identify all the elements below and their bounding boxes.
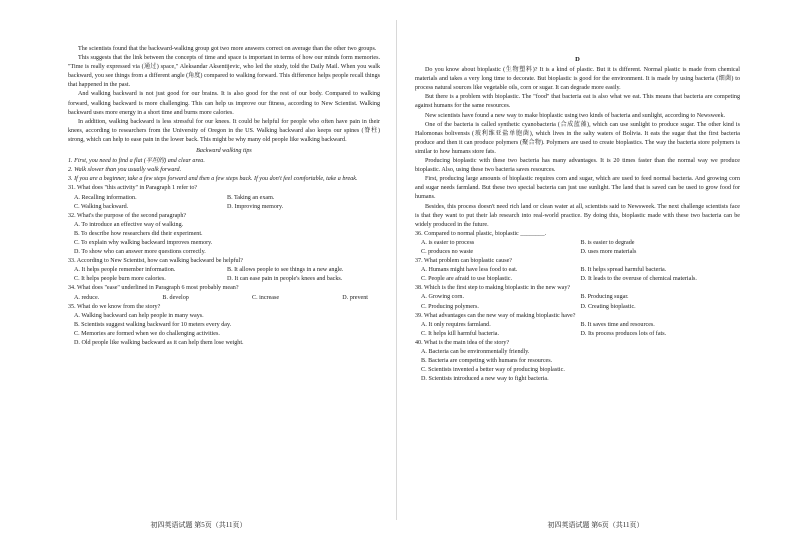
- passage-d-body: [415, 66, 740, 230]
- paragraph: And walking backward is not just good for our brains. It is also good for the rest of our body. Compared to walking forward, walking backward is more challenging. This can help us improve our fitness, according to New Scientist. Walking backward uses more energy in a short time and burns more calories.: [68, 91, 380, 116]
- question-stem: 38. Which is the first step to making bioplastic in the new way?: [415, 285, 571, 292]
- answer-option[interactable]: B. Taking an exam.: [227, 194, 275, 201]
- question-stem: 33. According to New Scientist, how can walking backward be helpful?: [68, 258, 243, 265]
- answer-option[interactable]: A. Walking backward can help people in many ways.: [74, 312, 204, 319]
- answer-option[interactable]: B. It allows people to see things in a new angle.: [227, 267, 344, 274]
- paragraph: First, producing large amounts of bioplastic requires corn and sugar, which are used to feed normal bacteria. And growing corn and sugar needs farmland. But these two special bacteria can just use sunlight. The land that is saved can be used to grow food for humans.: [415, 176, 740, 201]
- answer-options: [421, 266, 740, 284]
- page-footer: 初四英语试题 第6页（共11页）: [547, 521, 644, 529]
- tip-item: 3. If you are a beginner, take a few steps forward and then a few steps back. If you don't feel comfortable, take a break.: [68, 176, 358, 183]
- paragraph: But there is a problem with bioplastic. The "food" that bacteria eat is also what we eat. This means that bacteria are competing against humans for the same resources.: [415, 94, 740, 110]
- answer-option[interactable]: A. Humans might have less food to eat.: [421, 267, 518, 274]
- answer-option[interactable]: A. Growing corn.: [421, 294, 464, 301]
- answer-option[interactable]: C. It helps people burn more calories.: [74, 276, 166, 283]
- questions-36-40: [415, 230, 740, 385]
- question: [68, 303, 380, 348]
- question: [415, 339, 740, 384]
- questions-31-35: [68, 184, 380, 348]
- answer-option[interactable]: D. prevent: [342, 294, 368, 301]
- paragraph: Producing bioplastic with these two bacteria has many advantages. It is 20 times faster than the normal way we produce bioplastic. Also, using these two bacteria saves resources.: [415, 158, 740, 174]
- paragraph: Do you know about bioplastic (生物塑料)? It is a kind of plastic. But it is different. Normal plastic is made from chemical materials and takes a very long time to decorate. But bioplastic is good for the environment. It is made by using bacteria (细菌) to process natural sources like vegetable oils, corn or sugar. It can degrade more easily.: [415, 67, 740, 92]
- answer-option[interactable]: A. Recalling information.: [74, 194, 137, 201]
- answer-options: [421, 321, 740, 339]
- question-stem: 40. What is the main idea of the story?: [415, 339, 510, 346]
- answer-option[interactable]: D. uses more materials: [580, 248, 637, 255]
- question: [68, 184, 380, 211]
- section-title: D: [575, 56, 580, 63]
- right-column: [415, 55, 740, 384]
- answer-options: [415, 348, 740, 384]
- answer-option[interactable]: A. is easier to process: [421, 239, 475, 246]
- paragraph: One of the bacteria is called synthetic cyanobacteria (合成蓝藻), which can use sunlight to produce sugar. The other kind is Halomonas bolivensis (玻利维亚盐单胞菌), which lives in the salty waters of Bolivia. It eats the sugar that the first bacteria produce and then it can produce polymers (聚合物). Polymers are used to create bioplastics. The way the bacteria store polymers is similar to how humans store fats.: [415, 121, 740, 155]
- answer-option[interactable]: C. increase: [252, 294, 280, 301]
- tip-item: 2. Walk slower than you usually walk forward.: [68, 167, 182, 174]
- answer-option[interactable]: B. Scientists suggest walking backward for 10 meters every day.: [74, 321, 232, 328]
- answer-option[interactable]: C. People are afraid to use bioplastic.: [421, 276, 513, 283]
- question: [68, 212, 380, 257]
- answer-options: [68, 312, 380, 348]
- answer-option[interactable]: D. It can ease pain in people's knees and backs.: [227, 276, 343, 283]
- question-stem: 37. What problem can bioplastic cause?: [415, 258, 513, 265]
- paragraph: New scientists have found a new way to make bioplastic using two kinds of bacteria and sunlight, according to Newsweek.: [425, 112, 726, 119]
- paragraph: This suggests that the link between the concepts of time and space is important in terms of how our minds form memories. "Time is really expressed via (通过) space," Aleksandar Aksentijevic, who led the study, told the Daily Mail. When you walk backward, you see things from a different angle (角度) compared to walking forward. This difference helps people recall things that happened in the past.: [68, 55, 380, 89]
- question-stem: 34. What does "ease" underlined in Paragraph 6 most probably mean?: [68, 285, 239, 292]
- question: [415, 257, 740, 284]
- answer-option[interactable]: B. To describe how researchers did their experiment.: [74, 230, 203, 237]
- answer-options: [421, 293, 740, 311]
- answer-options: [74, 294, 380, 303]
- answer-option[interactable]: C. It helps kill harmful bacteria.: [421, 330, 500, 337]
- answer-option[interactable]: D. To show who can answer more questions correctly.: [74, 249, 206, 256]
- answer-option[interactable]: D. Scientists introduced a new way to fight bacteria.: [421, 376, 549, 383]
- answer-option[interactable]: B. It helps spread harmful bacteria.: [580, 267, 667, 274]
- question: [415, 284, 740, 311]
- answer-option[interactable]: C. Scientists invented a better way of producing bioplastic.: [421, 367, 565, 374]
- right-page: [397, 0, 794, 540]
- answer-option[interactable]: D. Creating bioplastic.: [580, 303, 636, 310]
- answer-option[interactable]: A. To introduce an effective way of walking.: [74, 221, 184, 228]
- question: [415, 312, 740, 339]
- answer-option[interactable]: D. It leads to the overuse of chemical materials.: [580, 276, 697, 283]
- paragraph: In addition, walking backward is less stressful for our knees. It could be helpful for people who often have pain in their knees, according to researchers from the University of Oregon in the US. Walking backward also keeps our spines (脊柱) strong, which can help to ease pain in the lower back. This might be why many old people like walking backward.: [68, 118, 380, 143]
- answer-option[interactable]: C. Memories are formed when we do challenging activities.: [74, 330, 220, 337]
- question-stem: 39. What advantages can the new way of making bioplastic have?: [415, 312, 576, 319]
- question-stem: 32. What's the purpose of the second paragraph?: [68, 212, 187, 219]
- paragraph: Besides, this process doesn't need rich land or clean water at all, scientists said to Newsweek. The next challenge scientists face is that they want to put their lab research into real-world practice. By doing this, bioplastic made with these two bacteria can be widely produced in the future.: [415, 203, 740, 228]
- left-column: [68, 45, 380, 348]
- answer-option[interactable]: B. develop: [162, 294, 189, 301]
- answer-options: [74, 194, 380, 212]
- answer-option[interactable]: C. Producing polymers.: [421, 303, 479, 310]
- answer-option[interactable]: B. is easier to degrade: [580, 239, 635, 246]
- answer-option[interactable]: C. Walking backward.: [74, 203, 129, 210]
- answer-option[interactable]: D. Improving memory.: [227, 203, 284, 210]
- answer-option[interactable]: B. It saves time and resources.: [580, 321, 655, 328]
- answer-options: [68, 221, 380, 257]
- answer-option[interactable]: C. produces no waste: [421, 248, 474, 255]
- question: [68, 257, 380, 284]
- tips-list: [68, 157, 380, 184]
- answer-option[interactable]: D. Old people like walking backward as it can help them lose weight.: [74, 340, 244, 346]
- tip-item: 1. First, you need to find a flat (平坦的) and clear area.: [68, 158, 205, 165]
- answer-option[interactable]: B. Bacteria are competing with humans for resources.: [421, 358, 553, 365]
- question: [68, 284, 380, 302]
- passage-c-body: [68, 45, 380, 145]
- page-footer: 初四英语试题 第5页（共11页）: [150, 521, 247, 529]
- answer-option[interactable]: D. Its process produces lots of fats.: [580, 330, 667, 337]
- answer-option[interactable]: A. Bacteria can be environmentally friendly.: [421, 349, 530, 355]
- answer-options: [74, 266, 380, 284]
- question-stem: 36. Compared to normal plastic, bioplastic ________.: [415, 230, 547, 237]
- answer-option[interactable]: C. To explain why walking backward improves memory.: [74, 239, 213, 246]
- paragraph: The scientists found that the backward-walking group got two more answers correct on average than the other two groups.: [78, 46, 377, 52]
- answer-option[interactable]: A. It helps people remember information.: [74, 267, 176, 274]
- answer-options: [421, 239, 740, 257]
- question: [415, 230, 740, 257]
- tips-title: Backward walking tips: [196, 148, 252, 155]
- answer-option[interactable]: B. Producing sugar.: [580, 294, 629, 301]
- answer-option[interactable]: A. It only requires farmland.: [421, 321, 491, 328]
- question-stem: 31. What does "this activity" in Paragraph 1 refer to?: [68, 185, 198, 192]
- answer-option[interactable]: A. reduce.: [74, 294, 100, 301]
- question-stem: 35. What do we know from the story?: [68, 303, 161, 310]
